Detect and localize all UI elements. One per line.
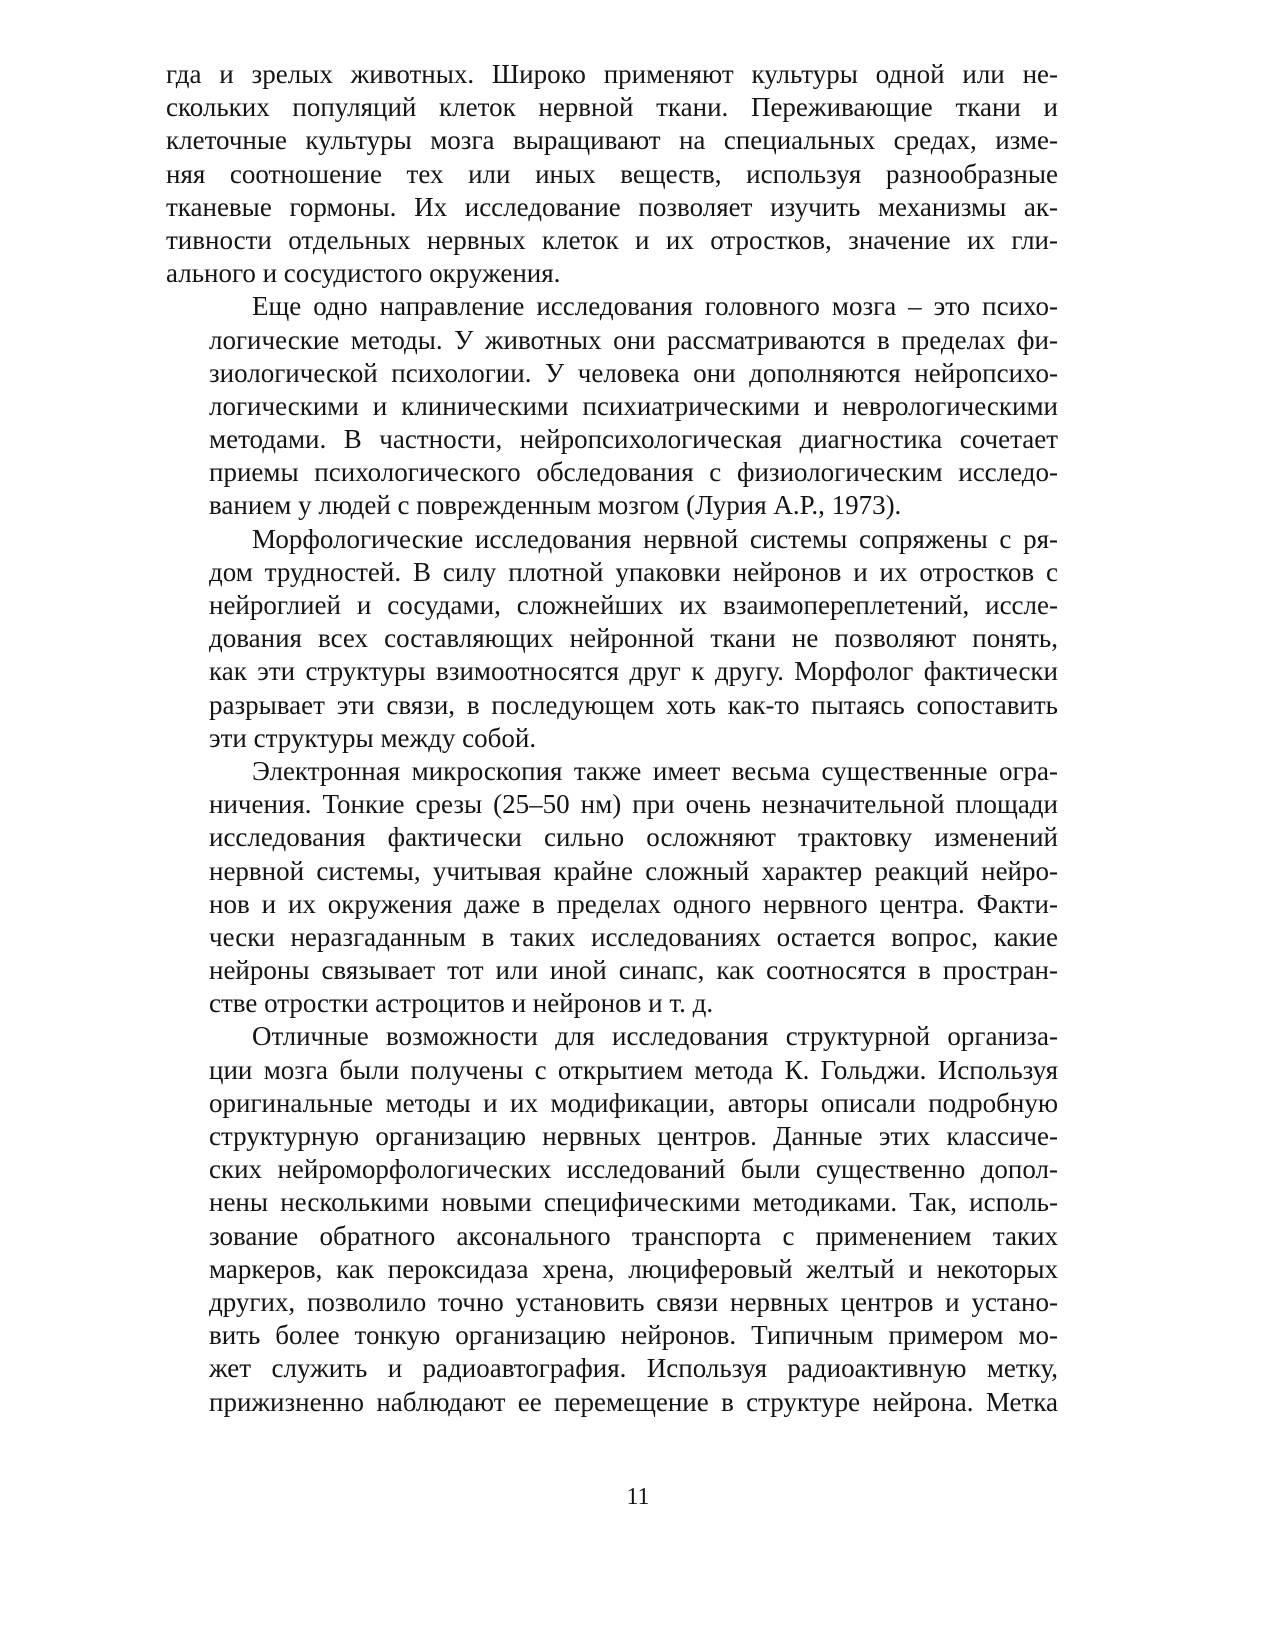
text-line: нены несколькими новыми специфическими методиками. Так, исполь- (209, 1187, 1058, 1218)
body-text (166, 58, 1058, 1419)
text-line: клеточные культуры мозга выращивают на специальных средах, изме- (166, 125, 1058, 156)
text-line: ального и сосудистого окружения. (166, 258, 561, 289)
text-line: зование обратного аксонального транспорта с применением таких (209, 1220, 1058, 1251)
text-line: ничения. Тонкие срезы (25–50 нм) при очень незначительной площади (209, 789, 1058, 820)
paragraph (166, 58, 1058, 290)
text-line: дования всех составляющих нейронной ткани не позволяют понять, (209, 623, 1058, 654)
text-line: нейроглией и сосудами, сложнейших их взаимопереплетений, иссле- (209, 590, 1058, 620)
text-line: Морфологические исследования нервной системы сопряжены с ря- (252, 523, 1058, 554)
text-line: ских нейроморфологических исследований были существенно допол- (209, 1154, 1058, 1185)
text-line: стве отростки астроцитов и нейронов и т. д. (209, 988, 714, 1019)
text-line: других, позволило точно установить связи нервных центров и устано- (209, 1286, 1058, 1317)
text-line: структурную организацию нервных центров. Данные этих классиче- (209, 1121, 1058, 1151)
text-line: ции мозга были получены с открытием метода К. Гольджи. Используя (209, 1054, 1058, 1085)
text-line: маркеров, как пероксидаза хрена, люциферовый желтый и некоторых (209, 1253, 1058, 1284)
text-line: приемы психологического обследования с физиологическим исследо- (209, 457, 1058, 488)
paragraph (166, 755, 1058, 1021)
text-line: тканевые гормоны. Их исследование позволяет изучить механизмы ак- (166, 191, 1058, 222)
text-line: Электронная микроскопия также имеет весьма существенные огра- (252, 755, 1058, 786)
text-line: няя соотношение тех или иных веществ, используя разнообразные (166, 158, 1058, 189)
text-line: нейроны связывает тот или иной синапс, как соотносятся в простран- (209, 955, 1058, 986)
text-line: нервной системы, учитывая крайне сложный характер реакций нейро- (209, 855, 1058, 886)
text-line: прижизненно наблюдают ее перемещение в структуре нейрона. Метка (209, 1386, 1058, 1417)
text-line: методами. В частности, нейропсихологическая диагностика сочетает (209, 424, 1058, 455)
text-line: скольких популяций клеток нервной ткани. Переживающие ткани и (166, 92, 1058, 123)
text-line: как эти структуры взимоотносятся друг к другу. Морфолог фактически (209, 656, 1058, 687)
text-line: зиологической психологии. У человека они дополняются нейропсихо- (209, 357, 1058, 388)
paragraph (166, 523, 1058, 755)
page-number: 11 (626, 1484, 650, 1510)
text-line: оригинальные методы и их модификации, авторы описали подробную (209, 1087, 1058, 1118)
text-line: логическими и клиническими психиатрическими и неврологическими (209, 390, 1058, 421)
text-line: Еще одно направление исследования головного мозга – это психо- (252, 291, 1058, 322)
text-line: исследования фактически сильно осложняют трактовку изменений (209, 822, 1058, 853)
paragraph (166, 290, 1058, 522)
text-line: разрывает эти связи, в последующем хоть как-то пытаясь сопоставить (209, 689, 1058, 720)
text-line: вить более тонкую организацию нейронов. Типичным примером мо- (209, 1320, 1058, 1351)
paragraph (166, 1020, 1058, 1418)
text-line: чески неразгаданным в таких исследованиях остается вопрос, какие (209, 921, 1058, 952)
text-line: нов и их окружения даже в пределах одного нервного центра. Факти- (209, 888, 1058, 919)
text-line: ванием у людей с поврежденным мозгом (Лурия А.Р., 1973). (209, 490, 902, 521)
text-line: эти структуры между собой. (209, 722, 537, 753)
text-line: Отличные возможности для исследования структурной организа- (252, 1021, 1058, 1052)
text-line: тивности отдельных нервных клеток и их отростков, значение их гли- (166, 224, 1058, 255)
text-line: логические методы. У животных они рассматриваются в пределах фи- (209, 324, 1058, 355)
text-line: гда и зрелых животных. Широко применяют культуры одной или не- (166, 59, 1058, 89)
text-line: жет служить и радиоавтография. Используя радиоактивную метку, (209, 1353, 1058, 1384)
text-line: дом трудностей. В силу плотной упаковки нейронов и их отростков с (209, 556, 1058, 587)
